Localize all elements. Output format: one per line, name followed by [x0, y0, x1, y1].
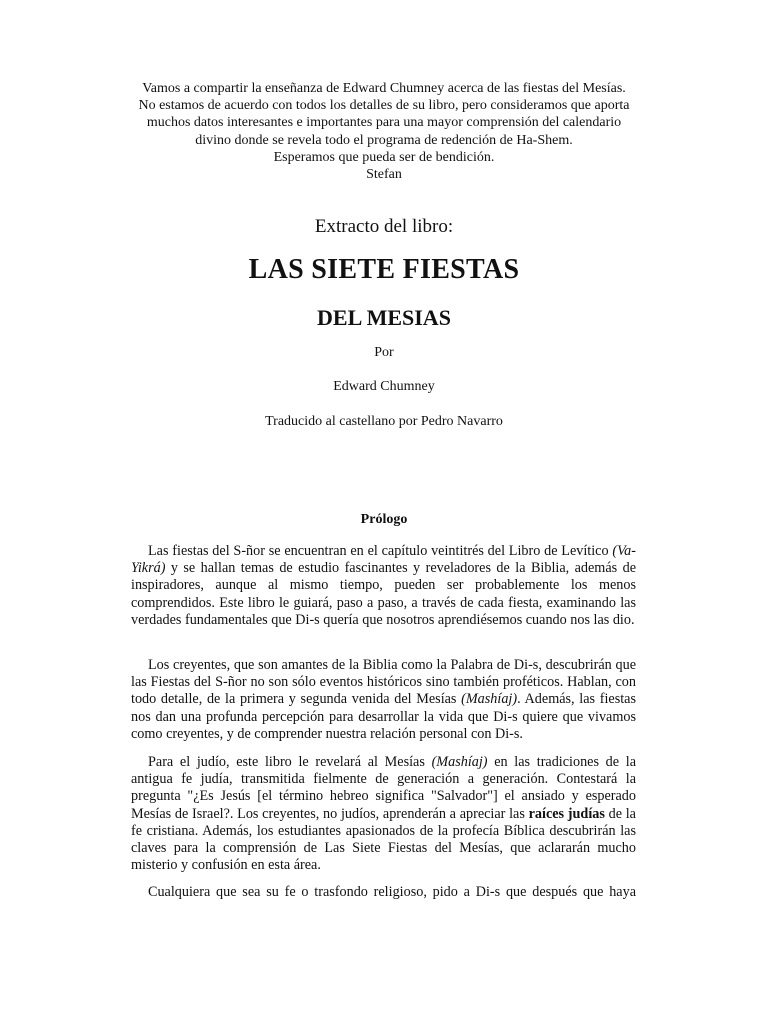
text-run: Los creyentes, que son amantes de la Biblia como la Palabra de Di-s, descubrirán que las Fiestas del S-ñor no son sólo eventos históricos sino también proféticos. Hablan, con todo detalle, de la primera y segunda venida del Mesías: [131, 657, 636, 708]
intro-line: Esperamos que pueda ser de bendición.: [273, 149, 495, 165]
translator-credit: Traducido al castellano por Pedro Navarro: [265, 414, 503, 429]
prologue-paragraph-3: [131, 754, 636, 874]
intro-signature: Stefan: [366, 167, 402, 183]
author-name: Edward Chumney: [333, 379, 435, 394]
italic-term: (Mashíaj): [461, 691, 518, 708]
text-run: de la fe cristiana. Además, los estudiantes apasionados de la profecía Bíblica descubrirán las claves para la comprensión de Las Siete Fiestas del Mesías, que aclararán mucho misterio y confusión en esta área.: [131, 805, 636, 874]
intro-note: [0, 80, 768, 183]
prologue-paragraph-4: Cualquiera que sea su fe o trasfondo religioso, pido a Di-s que después que haya: [148, 884, 636, 900]
book-title: LAS SIETE FIESTAS: [248, 254, 520, 285]
italic-term: (Mashíaj): [431, 754, 488, 770]
intro-line: muchos datos interesantes e importantes para una mayor comprensión del calendario: [146, 115, 622, 131]
prologue-heading: Prólogo: [360, 512, 408, 527]
text-run: en las tradiciones de la antigua fe judía, transmitida fielmente de generación a generación. Contestará la pregunta "¿Es Jesús [el término hebreo significa "Salvador"] el ansiado y esperado Mesías de Israel?. Los creyentes, no judíos, aprenderán a apreciar las: [131, 754, 636, 822]
intro-line: No estamos de acuerdo con todos los detalles de su libro, pero consideramos que aporta: [138, 98, 630, 114]
text-run: Para el judío, este libro le revelará al Mesías: [148, 754, 432, 770]
by-label: Por: [374, 345, 394, 360]
excerpt-label: Extracto del libro:: [314, 216, 454, 237]
prologue-paragraph-1: [131, 543, 636, 629]
intro-line: Vamos a compartir la enseñanza de Edward Chumney acerca de las fiestas del Mesías.: [142, 81, 626, 96]
book-subtitle: DEL MESIAS: [317, 305, 451, 330]
text-run: y se hallan temas de estudio fascinantes y reveladores de la Biblia, además de inspiradores, aunque al mismo tiempo, pueden ser probablemente los menos comprendidos. Este libro le guiará, paso a paso, a través de cada fiesta, examinando las verdades fundamentales que Di-s quería que nosotros aprendiésemos cuando nos las dio.: [131, 560, 636, 628]
prologue-paragraph-2: [131, 657, 636, 743]
text-run: Las fiestas del S-ñor se encuentran en el capítulo veintitrés del Libro de Levítico: [148, 543, 613, 559]
text-run: . Además, las fiestas nos dan una profunda percepción para desarrollar la vida que Di-s quiere que vivamos como creyentes, y de comprender nuestra relación personal con Di-s.: [131, 691, 636, 742]
bold-term: raíces judías: [528, 805, 605, 822]
italic-term: (Va-Yikrá): [131, 543, 636, 577]
intro-line: divino donde se revela todo el programa de redención de Ha-Shem.: [195, 132, 573, 148]
